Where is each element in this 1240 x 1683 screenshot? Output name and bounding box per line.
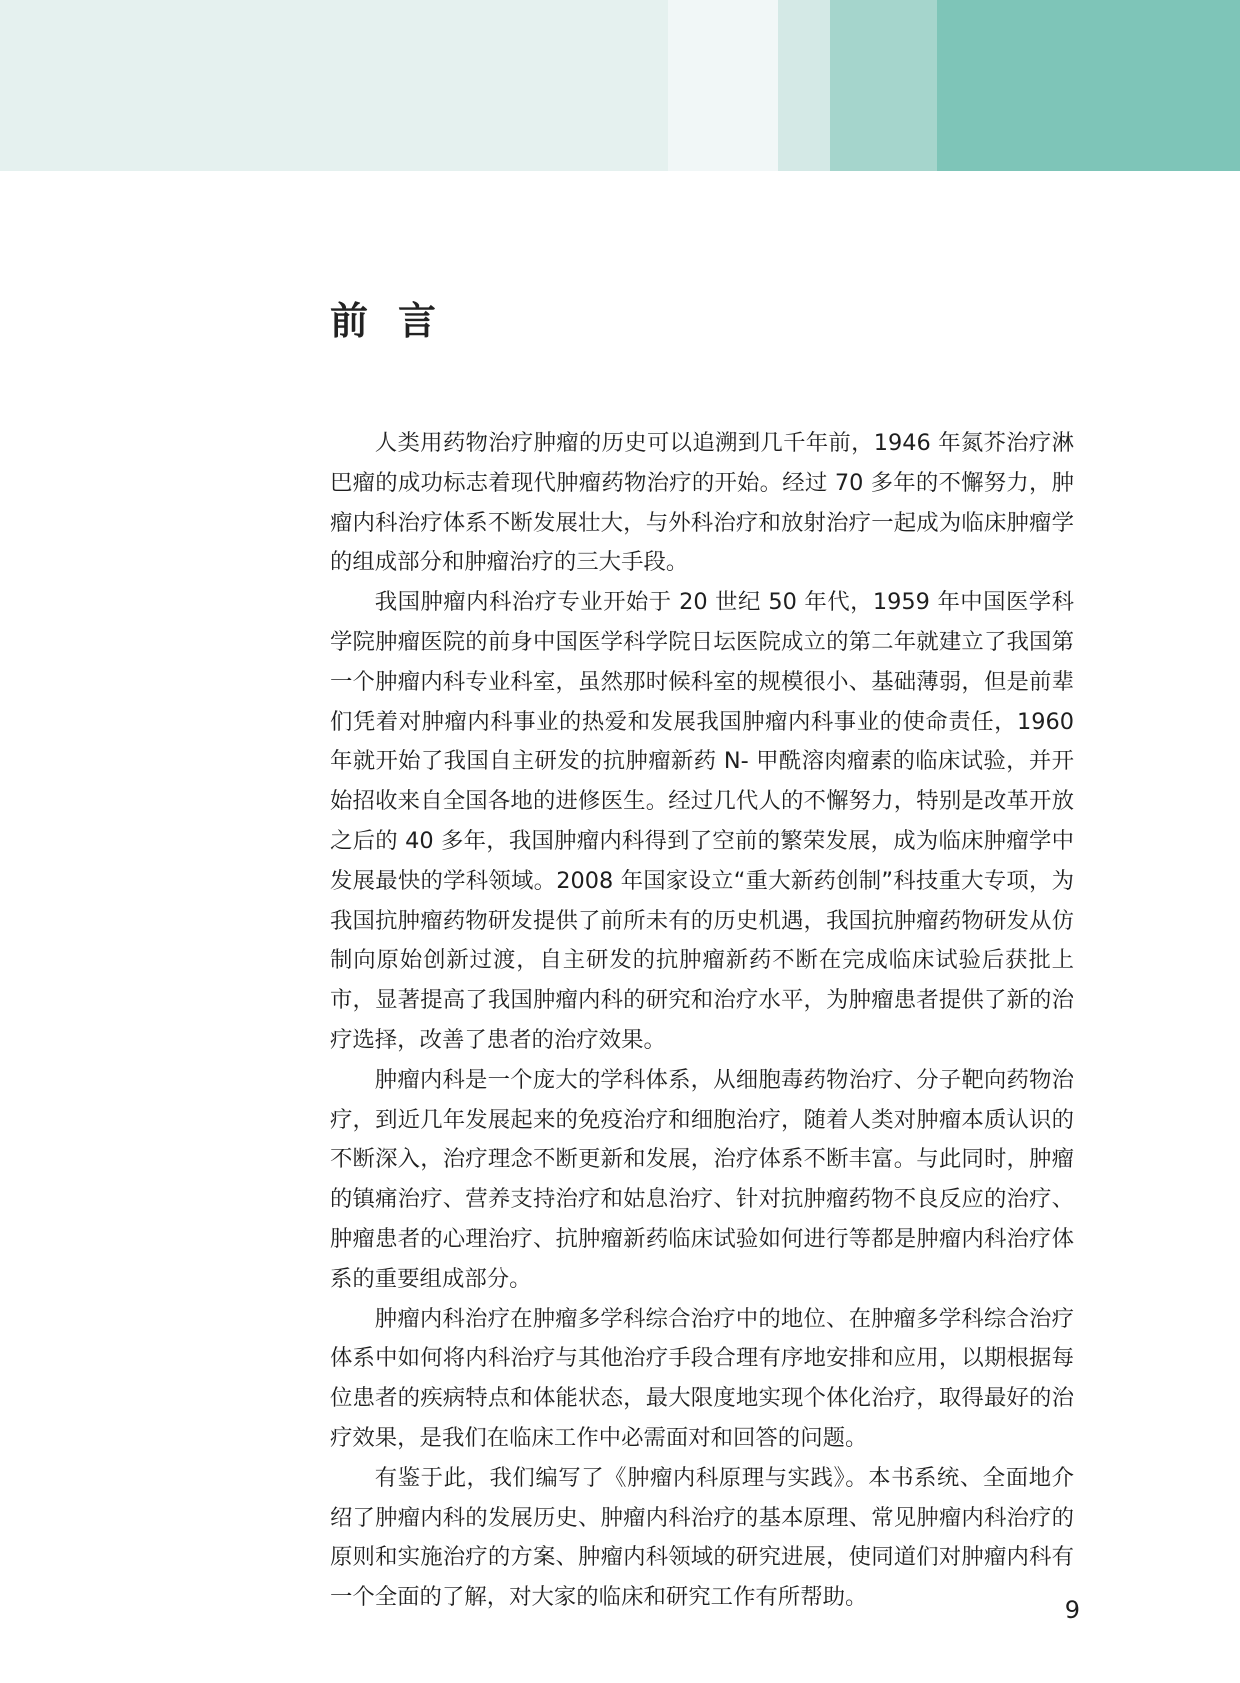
band-segment-teal [937,0,1240,171]
band-segment-light [778,0,830,171]
paragraph-5: 有鉴于此，我们编写了《肿瘤内科原理与实践》。本书系统、全面地介绍了肿瘤内科的发展历史、肿瘤内科治疗的基本原理、常见肿瘤内科治疗的原则和实施治疗的方案、肿瘤内科领域的研究进展，使同道们对肿瘤内科有一个全面的了解，对大家的临床和研究工作有所帮助。 [330,1464,1074,1611]
header-color-band [0,0,1240,171]
page-number: 9 [1064,1596,1080,1624]
paragraph-2: 我国肿瘤内科治疗专业开始于 20 世纪 50 年代，1959 年中国医学科学院肿瘤医院的前身中国医学科学院日坛医院成立的第二年就建立了我国第一个肿瘤内科专业科室，虽然那时候科室的规模很小、基础薄弱，但是前辈们凭着对肿瘤内科事业的热爱和发展我国肿瘤内科事业的使命责任，1960 年就开始了我国自主研发的抗肿瘤新药 N- 甲酰溶肉瘤素的临床试验，并开始招收来自全国各地的进修医生。经过几代人的不懈努力，特别是改革开放之后的 40 多年，我国肿瘤内科得到了空前的繁荣发展，成为临床肿瘤学中发展最快的学科领域。2008 年国家设立“重大新药创制”科技重大专项，为我国抗肿瘤药物研发提供了前所未有的历史机遇，我国抗肿瘤药物研发从仿制向原始创新过渡，自主研发的抗肿瘤新药不断在完成临床试验后获批上市，显著提高了我国肿瘤内科的研究和治疗水平，为肿瘤患者提供了新的治疗选择，改善了患者的治疗效果。 [330,589,1074,1053]
preface-body [330,424,1074,1618]
band-segment-medium [830,0,937,171]
paragraph-3: 肿瘤内科是一个庞大的学科体系，从细胞毒药物治疗、分子靶向药物治疗，到近几年发展起来的免疫治疗和细胞治疗，随着人类对肿瘤本质认识的不断深入，治疗理念不断更新和发展，治疗体系不断丰富。与此同时，肿瘤的镇痛治疗、营养支持治疗和姑息治疗、针对抗肿瘤药物不良反应的治疗、肿瘤患者的心理治疗、抗肿瘤新药临床试验如何进行等都是肿瘤内科治疗体系的重要组成部分。 [330,1066,1074,1292]
paragraph-4: 肿瘤内科治疗在肿瘤多学科综合治疗中的地位、在肿瘤多学科综合治疗体系中如何将内科治疗与其他治疗手段合理有序地安排和应用，以期根据每位患者的疾病特点和体能状态，最大限度地实现个体化治疗，取得最好的治疗效果，是我们在临床工作中必需面对和回答的问题。 [330,1305,1074,1451]
band-segment-white [668,0,778,171]
band-segment-pale [0,0,668,171]
paragraph-1: 人类用药物治疗肿瘤的历史可以追溯到几千年前，1946 年氮芥治疗淋巴瘤的成功标志着现代肿瘤药物治疗的开始。经过 70 多年的不懈努力，肿瘤内科治疗体系不断发展壮大，与外科治疗和放射治疗一起成为临床肿瘤学的组成部分和肿瘤治疗的三大手段。 [330,430,1074,576]
page-title: 前言 [330,298,467,344]
